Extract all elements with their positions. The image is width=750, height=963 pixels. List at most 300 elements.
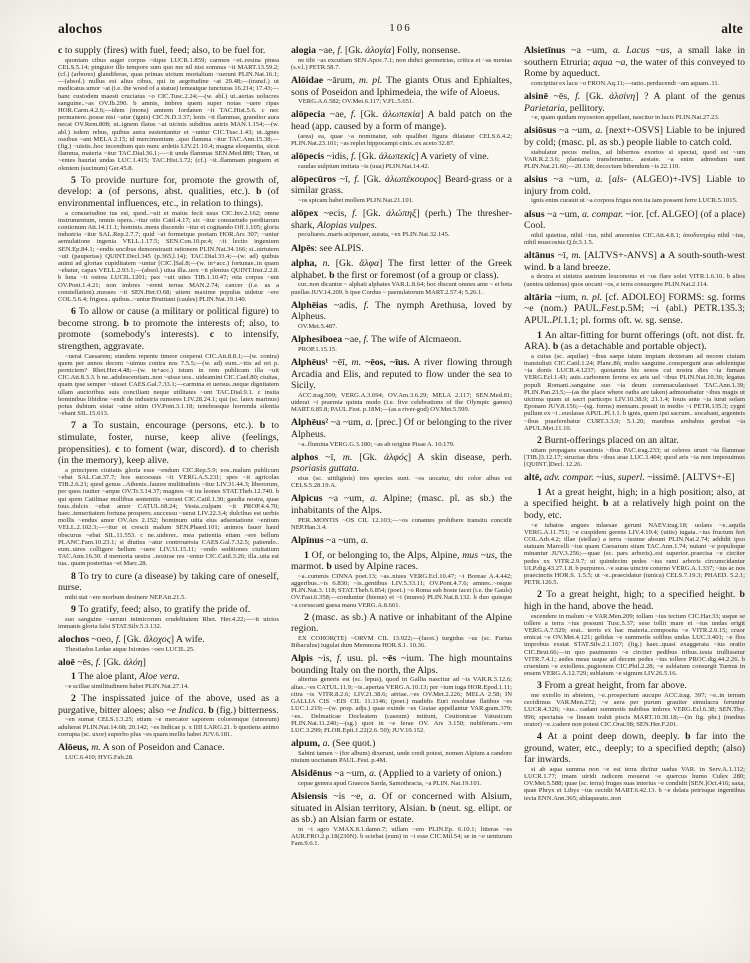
text-run: ~ae, <box>318 45 338 56</box>
headword: Alpīnus <box>291 534 327 546</box>
text-run: f. <box>352 208 358 220</box>
text-run: ~ī, <box>325 451 343 463</box>
text-run: m. <box>351 356 362 368</box>
text-run: a. <box>368 790 377 802</box>
sense-paragraph <box>58 604 279 616</box>
entry-paragraph <box>291 768 512 780</box>
headword: Alpis <box>291 653 318 665</box>
text-run: p.5M; ~i (abl.) PETR.135.3; APUL. <box>524 303 745 326</box>
text-run: f. <box>350 109 356 121</box>
text-run: ] A variety of vine. <box>415 150 489 162</box>
text-run: : see ALPIS. <box>314 242 364 254</box>
text-run: b <box>259 420 272 432</box>
text-run: ἀλσίνη <box>609 90 636 102</box>
text-run: . <box>374 219 377 231</box>
headword: Alphesiboea <box>291 334 345 346</box>
text-run: m. <box>571 250 581 262</box>
text-run: [Gk. <box>359 173 385 185</box>
text-run: ~is ~e, <box>333 790 369 802</box>
text-run: a. <box>360 534 369 546</box>
citation-block: a principem ciuitatis gloria esse ~endum CIC.Rep.5.9; eos..malum publicum ~ebat SAL.Cat.37.7; hos successus ~it VERG.A.5.231; spes ~it agricolas TIB.2.6.21; quod genus ..Athenis..fauore multitudinis ~itur LIV.31.44.3; liberorum, per quos iuuiter ~arque OV.Tr.3.14.37; magnos ~it ira leones STAT.Theb.12.740. b qui spem Catilinae mollibus sententiis ~uerant CIC.Catil.1.30; gaudia nostra, quae tuus..dulcis ~ebat amor CATUL.68.24; Vesta..culpam ~it PROP.4.4.70; haec..temeritatem fortuna prospero..successu ~uerat LIV.22.3.4; dulcibus est uerbis mollis ~endus amor OV.Ars 2.152; hominum uitia eius adsentatione ~entium VELL.2.102.3;—~itur et crescit malum SEN.Phaed.101; animos fauor haud obscurus ~ebat SIL.11.553. c ne..uiderer.. mea patientia etiam ~ere bellum PLANC.Fam.10.23.1; si diutius ~atur controuersia CAES.Gal.7.32.5; patiendo.. eum..uires colligere bellum ~uere LIV.31.15.11; ~endo seditiones ciuitatium TAC.Ann.16.30. d memoria uestra ..nostrae res ~entur CIC.Catil.3.26; illa..uita est tua.. quam posteritas ~et Marc.28. <box>58 466 279 568</box>
text-run: ἀλφός <box>384 451 408 463</box>
headword: alpum, <box>291 738 323 750</box>
sense-number: 7 a <box>71 420 94 432</box>
text-run: f. <box>363 334 369 346</box>
text-run: ἀλωπέκουρος <box>384 173 438 185</box>
headword: alsinē <box>524 90 554 102</box>
text-run: [next+-OSVS] Liable to be injured by cold; (masc. pl. as sb.) people liable to catch cold. <box>524 125 745 148</box>
text-run: ] A bald patch on the head (app. caused by a form of mange). <box>291 109 512 132</box>
text-run: (Applied to a variety of onion.) <box>376 768 502 780</box>
text-run: used by Alpine races. <box>334 561 419 573</box>
text-run: f. <box>351 150 357 162</box>
text-run: To try to cure (a disease) by taking care of oneself, nurse. <box>58 570 279 594</box>
text-run: f. <box>575 90 581 102</box>
sense-number: 6 <box>71 306 79 318</box>
text-run: b <box>208 704 217 716</box>
text-run: ~ium, <box>555 291 582 303</box>
text-run: (fig.) bitterness. <box>216 704 279 716</box>
text-run: to supply (fires) with fuel, feed; also, to be fuel for. <box>64 45 266 56</box>
text-run: n. pl. <box>581 291 603 303</box>
text-run: a land breeze. <box>556 261 611 273</box>
headword: Alsidēnus <box>291 768 335 780</box>
text-run: [cf. ADOLEO] FORMS: sg. forms ~e (nom.) PAUL. <box>524 291 745 315</box>
entry-paragraph <box>291 151 512 163</box>
text-run: ~a ~um, <box>334 768 370 780</box>
text-run: a. <box>595 174 603 186</box>
entry-paragraph <box>524 292 745 327</box>
citation-block: PROP.1.15.15. <box>298 345 337 353</box>
text-run: [Gk. <box>356 150 379 162</box>
text-run: The wife of Alcmaeon. <box>368 334 462 346</box>
text-run: ~ae, <box>344 334 364 346</box>
text-run: (masc. as sb.) A native or inhabitant of the Alpine region. <box>291 611 512 635</box>
text-run: f. <box>363 299 369 311</box>
citation-block: a consuetudine ius est, quod..~uit et maius fecit usus CIC.Inv.2.162; omne instrumentum, omnis opera..~itur otio Catil.4.17; sic ~itur consuetudo perditarum contionum Att.14.11.1; hominis..mens discendo ~itur et cogitando Off.1.105; gloria industria ~itur SAL.Rep.2.7.7; quid ~at formetque poetam HOR.Ars 307; ~untur aemulatione ingenia VELL.1.17.5; SEN.Con.10.pr.4; ~it lectio ingenium SEN.Ep.84.1; ~endis uocibus demonstrauit rationem PLIN.Nat.34.166; si..uirtutem ~uit (paupertas) QUINT.Decl.345 (p.365,l.14); TAC.Dial.33.4;—(w. ad) quibus animi ad gloriae cupiditatem ~untur [CIC.]Sal.8;—(w. in+acc.) fortunae..in quam ~ebatur, capax VELL.2.93.1;—(absol.) uiua illa..uox ~it plenius QUINT.Inst.2.2.8. b luna ~it ostrea LUCIL.1201; pax ~uit uites TIB.1.10.47; otia corpus ~unt OV.Pont.1.4.21; non imbres ~erent terras MAN.2.74; cancer (i.e. as a constellation)..messes ~it SEN.Her.O.68; uitem maxime populus uidetur ~ere COL.5.6.4; frigora.. quibus..~untur Bruttiani (caules) PLIN.Nat.19.140. <box>58 209 279 304</box>
entry-paragraph <box>291 535 512 547</box>
headword: altē, <box>524 472 545 484</box>
text-run: to promote the interests of; also, to promote (somebody's interests). <box>58 317 279 341</box>
text-run: [Gk. <box>352 451 385 463</box>
text-run: ~a ~um, <box>547 208 583 220</box>
page-number: 106 <box>389 22 412 34</box>
text-run: ἀλώπηξ <box>386 208 417 220</box>
text-run: A river flowing through Arcadia and Elis, and reputed to flow under the sea to Sicily. <box>291 356 512 392</box>
entry-paragraph <box>524 125 745 148</box>
entry-paragraph <box>58 657 279 669</box>
text-run: [Gk. <box>580 90 610 102</box>
headword: Alphēias <box>291 299 334 311</box>
text-run: ~ī, <box>339 173 355 185</box>
text-run: f. <box>95 656 101 668</box>
text-run: f. <box>336 653 343 665</box>
text-run: , the marmot. <box>291 549 512 573</box>
entry-paragraph <box>291 75 512 98</box>
entry-paragraph <box>291 258 512 281</box>
text-run: Pl. <box>552 314 564 326</box>
text-run: d <box>229 443 240 455</box>
text-run: , a small lake in southern Etruria; <box>524 45 745 68</box>
citation-block: Sabini tamen ~ (for album) dixerunt, unde credi potest, nomen Alpium a candore niuium uocitatum PAUL.Fest. p.4M. <box>291 749 512 764</box>
sense-number: 2 <box>537 589 547 601</box>
text-run: At a point deep down, deeply. <box>547 730 686 742</box>
entry-paragraph <box>58 742 279 754</box>
text-run: Burnt-offerings placed on an altar. <box>544 434 679 446</box>
text-run: ~oeo, <box>91 634 116 646</box>
sense-number: 2 <box>304 611 313 623</box>
headword: Alphēus¹ <box>291 356 333 368</box>
citation-block: quoniam cibus auget corpus ~itque LUCR.1.859; carmen ~et..resina pinea CELS.5.14; pinguior illo tempore sum quo me nil nisi somnus ~it MART.13.59.2; (cf.) (arbores) glandiferas, quas primas uictum mortalium ~uerunt PLIN.Nat.16.1;—(absol.) nullus est alius cibus, qui in aegritudine ~at 29.48;—(transf.) ut medicatus umor ~at (i.e. the wood of a statue) temeatque iuncturas 16.214; 17.43;—hanc custodem maesti cruciatus ~o CIC.Tusc.2.24;—(w. abl.) ut..aerias uolucres sanguine..~as OV.Ib.290. b amnis, imbres quem super notas ~uere ripas HOR.Carm.4.2.6;—idem (mons) amnem Iordanen ~it TAC.Hist.5.6. c nec permanere..posse nisi ~atur (ignis) CIC.N.D.3.37; lenis ~it flammas, grandior aura necat OV.Rem.808; ut..ignem flatus ~at uicinis subditus astris MAN.1.154;—(w. abl.) isdem rebus, quibus astra sustentantur et ~untur CIC.Tusc.1.43; ut..ignes ossibus ~ant MELA 2.15; id mercimonium ..quo flamma ~itur TAC.Ann.15.38;—(fig.) ~uistis..hoc incendium quo nunc ardetis LIV.21.10.4; magna eloquentia, sicut flamma, materia ~itur TAC.Dial.36.1;—~it unda flammas SEN.Med.889; Titan, ut ~entes hauriat undas LUC.1.415; TAC.Hist.3.72; (cf.) ~it..flammam pinguem et olentem (sucinum) Ger.45.8. <box>58 56 279 172</box>
headword: Alsietīnus <box>524 45 572 56</box>
text-run: (ALGEO)+-IVS] Liable to injury from cold. <box>524 174 745 197</box>
text-run: m. <box>91 742 101 754</box>
text-run: psoriasis guttata <box>291 463 357 475</box>
text-run: ~ī, <box>557 250 572 262</box>
citation-block: ignis enim curauit ut ~a corpora frigus non ita iam possent ferre LUCR.5.1015. <box>531 197 738 205</box>
headword: Alphēus² <box>291 417 331 429</box>
headword: alōpecūros <box>291 173 340 185</box>
text-run: ] A wife. <box>170 634 205 646</box>
entry-paragraph <box>291 791 512 826</box>
citation-block: concipitur ex lacu ~o FRON.Aq.11;—ratio..perducendi ~am aquam..11. <box>531 79 720 87</box>
text-run: ~is, <box>317 653 337 665</box>
entry-paragraph <box>291 357 512 392</box>
headword: altāria <box>524 291 556 303</box>
headword: Alpicus <box>291 493 329 505</box>
entry-paragraph <box>291 45 512 57</box>
entry-paragraph <box>524 45 745 80</box>
text-run: b <box>329 269 337 281</box>
text-run: Lacus ~us <box>626 45 670 56</box>
entry-paragraph <box>291 493 512 516</box>
citation-block: cur..non dicantur ~ alphati alphates VAR.L.8.64; hoc discunt omnes ante ~ et beta puellas JUV.14.209. b ipse Cordus ~ paenulatorum MART.2.57.4; 5.26.1. <box>291 281 512 296</box>
sense-number: 2 <box>537 434 545 446</box>
headword: alōpecis <box>291 150 327 162</box>
citation-block: me extollo in abietem, ~e..prospectum aucupo ACC.trag. 397; ~e..in terram cecidimus VAR.Men.272; ~e aera per purum grauiter simulacra feruntur LUCR.4.326; ~ius.. cadant summotis nubibus imbres VERG.Ecl.6.38; SEN.Thy. 996; spectatus ~e lineam trahit piscis MART.10.30.18;—(in fig. phr.) (medius orator) ~e..cadere non potest CIC.Orat.98; SEN.Her.F.201. <box>524 691 745 728</box>
sense-paragraph <box>524 680 745 692</box>
text-run: [prec.] Of or belonging to the river Alpheus. <box>291 417 512 440</box>
text-run: ~a ~um, <box>330 417 366 429</box>
text-run: (of environmental influences, etc., in relation to things). <box>58 186 279 210</box>
text-run: a <box>97 186 109 198</box>
text-run: . <box>203 704 209 716</box>
citation-block: OV.Met.5.487. <box>298 322 338 330</box>
text-run: ~a ~um, <box>326 534 361 546</box>
sense-paragraph <box>58 671 279 683</box>
text-run: Of, or belonging to, the Alps, Alpine, <box>311 549 463 561</box>
text-run: The aloe plant, <box>78 671 140 683</box>
entry-paragraph <box>524 250 745 273</box>
text-run: ~ium. The high mountains bounding Italy on the north, the Alps. <box>291 653 512 676</box>
text-run: mus ~us <box>462 549 495 561</box>
headword: alsius <box>524 174 554 186</box>
sense-paragraph <box>58 420 279 466</box>
text-run: far into the ground, water, etc., deeply; to a specified depth; (also) far inwards. <box>524 730 745 766</box>
citation-block: si ab aqua summa non ~e est terra dicitur uadus VAR. in Serv.A.1.112; LUCR.1.77; imam uiridi radicem mouerat ~e quercus humo Culex 280; OV.Met.5.588; quae (sc. terra) fruges suas interius ~e condidit [SEN.]Oct.416; saxa, quae Phryx et Libys ~ius cecidit MART.6.42.13. b ~e delata petrisque ingentibus tecta ENN.Ann.365; ablaqueato..non <box>524 765 745 802</box>
citation-block: PER..MONTIS ~OS CIL 12.103;—~os conantes prohibere transitu concidit NEP.Han.3.4. <box>291 516 512 531</box>
text-run: [Gk. <box>357 208 387 220</box>
citation-block: ne tibi ~as excutiam SEN.Apoc.7.1; non didici geometrias, critica et ~as menias (s.v.l.) PETR.58.7. <box>291 56 512 71</box>
text-run: . <box>177 671 180 683</box>
sense-paragraph <box>524 435 745 447</box>
text-run: ~idis, <box>326 150 352 162</box>
sense-paragraph <box>58 693 279 716</box>
entry-paragraph <box>291 653 512 676</box>
sense-paragraph <box>58 571 279 594</box>
headword: altānus <box>524 250 558 262</box>
headword: alōpecia <box>291 109 330 121</box>
entry-paragraph <box>524 472 745 484</box>
text-run: f. <box>354 173 360 185</box>
citation-block: mihi stat ~ere morbum desinere NEP.Att.21.5. <box>65 593 187 601</box>
headword: Alōeus, <box>58 742 92 754</box>
sense-paragraph <box>524 731 745 766</box>
text-run: f. <box>115 634 122 646</box>
text-run: a. <box>365 417 373 429</box>
text-run: m. pl. <box>358 75 383 86</box>
text-run: a <box>660 250 669 262</box>
citation-block: in ~i agro V.MAX.8.1.damn.7; uillam ~em PLIN.Ep. 6.10.1; litteras ~es AUR.FRO.2.p.18(230N). b sciebat (eum) in ~i esse CIC.Mil.54; se in ~e uenturum Fam.9.6.1. <box>291 825 512 848</box>
citation-block: a cuius (sc. aquilae) ~ibus saepe istam impiam dexteram ad necem ciuium transtulisti CIC.Catil.1.24; Planc.86; multo sanguine..conspergunt aras adolentque ~ia donis LUCR.4.1237; quotannis bis senos cui nostra dies ~ia fumant VERG.Ecl.1.43; auis..carbonem ferens ex aris uel ~ibus PLIN.Nat.10.36; legatus populi Romani..sanguine suo ~ia deum commaculauisset TAC.Ann.1.39; PLIN.Pan.23.5;—(as the place where oaths are taken) admouebatur ~ibus magis ut uictima quam ut sacri particeps LIV.10.38.9; 21.1.4; Iouis ante ~ia iurat solam Eponam JUV.8.156;—(sg. forms) mensam..posuit in medio ~i PETR.135.3; cygni pullum ex ~i ..euolasse APUL.Pl.1.1. b ignis, quem ipsi sacrum.. uocabant, argenteis ~ibus praeferebatur CURT.3.3.9; 5.1.20; manibus ambabus gerebat ~ia APUL.Met.11.10. <box>524 352 745 432</box>
citation-block: ~a..cummis CINNA poet.13; ~as..niues VERG.Ecl.10.47; ~i Boreae A.4.442; aggeribus..~is 6.830; ~is..gentibus LIV.5.33.11; OV.Pont.4.7.6; amnes..~osque PLIN.Nat.3. 118; STAT.Theb.6.854; (poet.) ~o Roma sub hoste iacet (i.e. the Gauls) OV.Fast.6.358;—conduntur (hieme) et ~i (mures) PLIN.Nat.8.132. b duo quisque ~a coruscant gaesa manu VERG.A.8.661. <box>291 572 512 609</box>
headword: alogia <box>291 45 319 56</box>
entry-paragraph <box>291 243 512 255</box>
guide-word-right: alte <box>721 21 743 36</box>
citation-block: ~os spicam habet mollem PLIN.Nat.21.101. <box>298 196 414 204</box>
sense-paragraph <box>291 612 512 635</box>
text-run: ~ius, <box>593 472 618 484</box>
text-run: superl. <box>617 472 645 484</box>
text-run: to foment (war, discord). <box>123 443 230 455</box>
citation-block: cepae genera apud Graecos Sarda, Samothracia, ~a PLIN. Nat.19.101. <box>298 779 482 787</box>
text-run: m. <box>342 451 353 463</box>
text-run: Parietaria <box>524 102 565 114</box>
text-run: b <box>685 730 696 742</box>
guide-word-left: alochos <box>58 21 103 36</box>
text-run: ~a ~um, <box>571 45 613 56</box>
text-run: ~ecis, <box>323 208 353 220</box>
citation-block: ACC.trag.509; VERG.A.3.694; OV.Am.3.6.29; MELA 2.117; SEN.Med.81; uiderat ~i praemia quinta modo (i.e. five celebrations of the Olympic games) MART.6.85.8; PAUL.Fest. p.18M;—(as a river-god) OV.Met.5.599. <box>291 391 512 414</box>
column-1 <box>58 45 279 957</box>
text-run: ~ae, <box>329 109 351 121</box>
citation-block: EX COHOR(TE) ~ORVM CIL 13.922;—(facet.) turgidus ~us (sc. Furius Bibaculus) iugulat dum Memnona HOR.S.1. 10.36. <box>291 634 512 650</box>
headword: alpha, <box>291 258 323 270</box>
text-run: To provide nurture for, promote the growth of, develop: <box>58 174 279 198</box>
citation-block: LUC.6.410; HYG.Fab.28. <box>65 753 134 761</box>
text-run: At a great height, high; in a high position; also, at a specified height. <box>524 486 745 510</box>
citation-block: alterius generis est (sc. lepus), quod in Gallia nascitur ad ~is VAR.R.3.12.6; altas..~es CATUL.11.9; ~is..apertas VERG.A.10.13; per ~ium iuga HOR.Epod.1.11; citra ~is VITR.8.2.6; LIV.21.38.6; aëriae..~es OV.Met.2.226; MELA 2.58; IN GALLIA CIS ~EIS CIL 11.1146; (poet.) madidis Euri resolutae flatibus ~es LUC.1.219;—(w. prop. adjs.) quae exinde ~es Graiae appellantur VAR.gram.379; ~es.. Delmaticae Docleatem (caseum) mittunt, Ceutronicae Vatusicum PLIN.Nat.11.240;—(sg.) quot in ~e ferae OV. Ars 3.150; nubiferam..~em LUC.3.299; FLOR.Epit.1.22(2.6. 50); JUV.10.152. <box>291 676 512 734</box>
sense-paragraph <box>58 306 279 352</box>
entry-paragraph <box>291 300 512 323</box>
page-header <box>58 21 743 39</box>
sense-number: 3 <box>537 680 545 692</box>
text-run: ~ēos, ~īus. <box>365 356 410 368</box>
text-run: ] ? A plant of the genus <box>635 90 745 102</box>
text-run: ~a ~um, <box>559 125 596 137</box>
text-run: b <box>326 561 335 573</box>
text-run: An altar-fitting for burnt offerings (oft. not dist. fr. ARA). <box>524 329 745 353</box>
text-run: (as a detachable and portable object). <box>560 341 707 353</box>
citation-block: VERG.A.6.582; OV.Met.6.117; V.FL.5.651. <box>298 98 414 106</box>
text-run: ~ēī, <box>332 356 352 368</box>
text-run: ] <box>142 656 146 668</box>
citation-block: a dextra et sinistra austrum leuconotus et ~us flare solet VITR.1.6.10. b alios (uentos uidemus) quos uocant ~os, e terra consurgere PLIN.Nat.2.114. <box>524 273 745 288</box>
headword: alochos <box>58 634 92 646</box>
text-run: c <box>115 443 124 455</box>
text-run: als- <box>612 174 627 186</box>
entry-paragraph <box>58 634 279 646</box>
citation-block: ~uerat Caesarem; eundem repente timere coeperat CIC.Att.8.8.1;—(w. contra) quem per annos decem ~uimus contra nos 7.5.5;—(w. ad) eum..~itis ad rei p. perniciem? Rhet.Her.4.48;—(w. in+acc.) istum in rem publicam illa ~uit CIC.Att.8.3.3. b ne..adulescentiam..non ~uisse uos.. uideamini CIC.Cael.80; ciuitas, quam ipse semper ~uisset CAES.Gal.7.33.1;—carmina et uersus..neque dignitatem ullam auctoribus suis conciliant neque utilitates ~unt TAC.Dial.9.1. c insita hominibus libidine ~endi de industria rumores LIV.28.24.1; qui (sc. latex marinus) potus dubium sistat ~atne sitim OV.Pont.3.1.18; tenebrasque horrenda silentia ~ebant SIL.15.613. <box>58 352 279 418</box>
text-run: , pellitory. <box>564 102 605 114</box>
text-run: a. <box>612 45 621 56</box>
text-run: ἀλογία <box>365 45 392 56</box>
sense-number: 1 <box>304 549 312 561</box>
sense-number: 8 <box>71 570 79 582</box>
text-run: . <box>356 463 360 475</box>
text-run: a. <box>370 493 378 505</box>
headword: Alōidae <box>291 75 328 86</box>
citation-block: Thestiados Ledae atque Ixionies ~oeo LUCIL.25. <box>65 645 195 653</box>
text-run: ~ēs, <box>553 90 576 102</box>
text-run: The nymph Arethusa, loved by Alpheus. <box>291 299 512 323</box>
headword: alsus <box>524 208 548 220</box>
headword: alphos <box>291 451 326 463</box>
citation-block: ~e, quam quidam myosoton appellant, nascitur in lucis PLIN.Nat.27.23. <box>531 114 720 122</box>
citation-block: ~en sumat CELS.1.3.25; etiam ~e mercator saporem coloremque (uinorum) adulterat PLIN.Nat.14.68; 20.142; ~es Indicae p. x IIII LARG.21. b quotiens animo corrupta (sc. uxor) superbo plus ~es quam mellis habet JUV.6.181. <box>58 716 279 738</box>
text-run: f. <box>337 45 343 56</box>
headword: aloē <box>58 656 78 668</box>
text-run: b <box>123 317 134 329</box>
text-run: ἄλοχος <box>143 634 171 646</box>
text-run: (neut. sg. ellipt. or as sb.) an Alsian farm or estate. <box>291 802 512 826</box>
text-run: a. <box>322 738 330 750</box>
entry-paragraph <box>291 738 512 750</box>
text-run: ] A skin disease, perh. <box>407 451 512 463</box>
citation-block: ~e iubatos angues inlaesae gerunt NAEV.trag.18; uolans ~e..aquila VERG.A.11.751; ~e cuspidem gerens LIV.4.19.4; (uitis) iugata..~ius fructum fert COL.Arb.4.2; illae (stellae) a terra ~issime absunt PLIN.Nat.2.74; addidit ipso statuam Marcelli ~ius quam Caesarum sitam TAC.Ann.1.74; nutant ~e populoque minantur JUV.3.256;—quae (sc. pars arboris)..est superior..praecisa ~e circiter pedes xx VITR.2.9.7; ut quindecim pedes ~ius rami arboris circumcidantur ULP.dig.43.27.1.8. b purpureo..~e suras uincire coturno VERG.A.1.337; ~ius ac nos praecinctis HOR.S. 1.5.5; ut ~e..praecidatur (tunica) CELS.7.19.3; PHAED. 5.2.1; PETR.126.5. <box>524 521 745 587</box>
sense-number: 2 <box>71 693 82 705</box>
text-run: b <box>256 186 268 198</box>
text-run: ἄλφα <box>359 258 380 270</box>
text-run: ~ārum, <box>327 75 359 86</box>
sense-paragraph <box>58 175 279 210</box>
text-run: high in the hand, above the head. <box>524 600 654 612</box>
text-run: a. <box>369 768 377 780</box>
entry-paragraph <box>58 45 279 57</box>
sense-number: 5 <box>71 174 81 186</box>
sense-paragraph <box>291 550 512 573</box>
text-run: ~e Indica <box>166 704 204 716</box>
text-run: A south-south-west wind. <box>524 250 745 273</box>
citation-block: suo sanguine ~uerunt inimicorum crudelitatem Rhet. Her.4.22;—~it uictos immanis gloria falsi STAT.Silv.5.3.132. <box>58 615 279 630</box>
text-run: ] Folly, nonsense. <box>391 45 461 56</box>
entry-paragraph <box>291 417 512 440</box>
column-3 <box>524 45 745 957</box>
text-run: ] Beard-grass or a similar grass. <box>291 173 512 197</box>
headword: Alpēs <box>291 242 315 254</box>
sense-number: 1 <box>71 671 79 683</box>
text-run: ] (perh.) The thresher-shark, <box>291 208 512 231</box>
citation-block: peculiares..maris acipenser, aurata, ~ex PLIN.Nat.32.145. <box>298 231 450 239</box>
headword: c <box>58 45 65 56</box>
text-run: adv. compar. <box>544 472 594 484</box>
sense-paragraph <box>524 589 745 612</box>
text-run: ~ēs, <box>77 656 96 668</box>
text-run: [Gk. <box>342 45 366 56</box>
text-run: ~issimē. [ALTVS+-E] <box>644 472 735 484</box>
text-columns <box>58 45 745 957</box>
text-run: usu. pl. <box>342 653 383 665</box>
text-run: The inspissated juice of the above, used as a purgative, bitter aloes; also <box>58 693 279 716</box>
text-run: ἀλόη <box>123 656 143 668</box>
citation-block: uitam propagans exanimis ~ibus PAC.trag.233; ut celeres urunt ~ia flammae [TIB.]3.12.17; structae diris ~ibus arae LUC.3.404; quod aris ~ia non imposuimus [QUINT.]Decl. 12.26. <box>524 446 745 468</box>
citation-block: (area) ea, quae ~a nominatur, sub qualibet figura dilatatur CELS.6.4.2; PLIN.Nat.23.101; ~as replet hippocampi cinis..ex aceto 32.87. <box>291 132 512 147</box>
sense-paragraph <box>524 330 745 353</box>
headword: alōpex <box>291 208 324 220</box>
entry-paragraph <box>524 174 745 197</box>
entry-paragraph <box>291 452 512 475</box>
text-run: to cherish (in the memory), keep alive. <box>58 443 279 467</box>
entry-paragraph <box>524 209 745 232</box>
text-run: ~ior. [cf. ALGEO] (of a place) Cool. <box>524 208 745 232</box>
text-run: ] The first letter of the Greek alphabet. <box>291 258 512 281</box>
text-run: ~a ~um, <box>328 493 371 505</box>
text-run: the first or foremost (of a group or class). <box>337 269 499 281</box>
text-run: (See quot.) <box>329 738 376 750</box>
entry-paragraph <box>291 334 512 346</box>
citation-block: eius (sc. uitiliginis) tres species sunt. ~os uocatur, ubi color albus est CELS.5.28.19.A. <box>291 474 512 490</box>
entry-paragraph <box>524 91 745 114</box>
text-run: ~adis, <box>333 299 364 311</box>
text-run: To a great height, high; to a specified height. <box>546 589 740 601</box>
text-run: b <box>548 261 557 273</box>
text-run: A son of Poseidon and Canace. <box>100 742 225 754</box>
text-run: Aloe vera <box>139 671 178 683</box>
text-run: a. <box>595 125 603 137</box>
text-run: [Gk. <box>355 109 383 121</box>
sense-number: 4 <box>537 730 548 742</box>
text-run: Alopias vulpes <box>317 219 375 231</box>
headword: alsiōsus <box>524 125 560 137</box>
text-run: n. <box>322 258 330 270</box>
text-run: ἀλωπεκία <box>382 109 421 121</box>
text-run: [Gk. <box>100 656 124 668</box>
text-run: ~a ~um, <box>553 174 596 186</box>
text-run: to stimulate, foster, nurse, keep alive (feelings, propensities). <box>58 420 279 455</box>
text-run: aqua ~a <box>592 56 626 68</box>
text-run: ἀλωπεκίς <box>378 150 416 162</box>
text-run: to intensify, strengthen, aggravate. <box>58 329 279 353</box>
sense-number: 9 <box>71 604 79 616</box>
citation-block: caudas uulpium imitata ~is (uua) PLIN.Nat.14.42. <box>298 162 430 170</box>
text-run: To allow or cause (a military or political figure) to become strong. <box>58 306 279 329</box>
citation-block: nihil quietius, nihil ~ius, nihil amoenius CIC.Att.4.8.1; ἀποδυτηρίῳ nihil ~ius, nihil muscosius Q.fr.3.1.5. <box>524 231 745 246</box>
text-run: 1.1; pl. forms oft. w. sg. sense. <box>563 314 683 326</box>
sense-number: 1 <box>537 329 545 341</box>
citation-block: ~e scillae similitudinem habet PLIN.Nat.27.14. <box>65 683 189 691</box>
text-run: (of persons, abst. qualities, etc.). <box>108 186 257 198</box>
text-run: a. compar. <box>582 208 624 220</box>
text-run: Of or concerned with Alsium, situated in Alsian territory, Alsian. <box>291 790 512 814</box>
headword: Alsiensis <box>291 790 334 802</box>
text-run: b <box>430 802 439 814</box>
text-run: From a great height, from far above. <box>544 680 687 692</box>
text-run: ~ēs <box>382 653 397 665</box>
text-run: Fest. <box>601 303 621 315</box>
text-run: at a relatively high point on the body, etc. <box>524 498 745 521</box>
text-run: Alpine; (masc. pl. as sb.) the inhabitants of the Alps. <box>291 493 512 516</box>
entry-paragraph <box>291 109 512 132</box>
